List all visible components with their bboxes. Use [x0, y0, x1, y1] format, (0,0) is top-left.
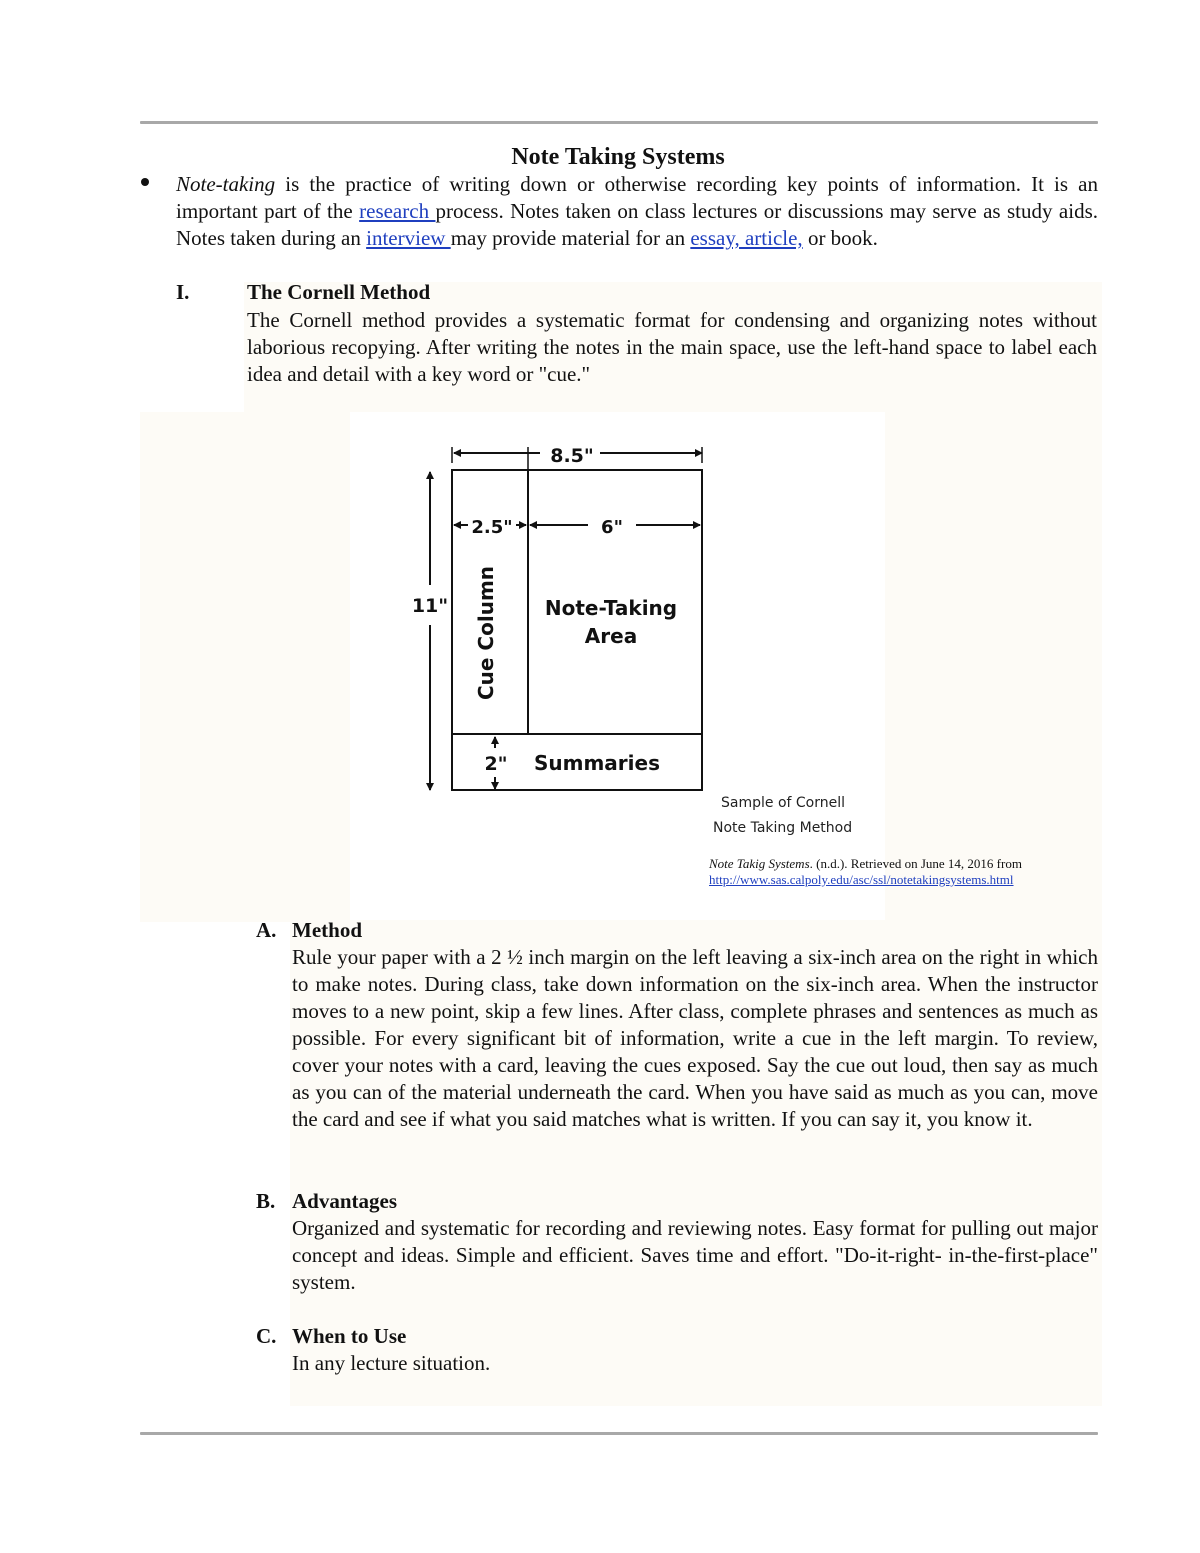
source-text: . (n.d.). Retrieved on June 14, 2016 from	[809, 856, 1022, 871]
cue-width-label: 2.5"	[471, 517, 513, 538]
section-1-body: The Cornell method provides a systematic format for condensing and organizing notes without laborious recopying. After writing the notes in the main space, use the left-hand space to label each idea and detail with a key word or "cue."	[247, 308, 1097, 386]
summaries-label: Summaries	[533, 751, 661, 775]
intro-text-1: is the practice of writing down or otherwise recording key points of information. It is an important part of the	[176, 172, 1098, 223]
notes-area-label-line2: Area	[584, 624, 638, 648]
essay-article-link[interactable]: essay, article,	[690, 226, 803, 250]
subsection-b-letter: B.	[256, 1189, 276, 1213]
interview-link[interactable]: interview	[366, 226, 451, 250]
width-label: 8.5"	[550, 445, 594, 467]
diagram-caption-line2: Note Taking Method	[713, 820, 853, 836]
source-title: Note Takig Systems	[709, 856, 810, 871]
cue-column-label: Cue Column	[474, 565, 498, 701]
cornell-diagram	[400, 435, 730, 805]
section-1-heading: The Cornell Method	[247, 280, 431, 304]
source-url-link[interactable]: http://www.sas.calpoly.edu/asc/ssl/notetakingsystems.html	[709, 872, 1014, 887]
subsection-c-body: In any lecture situation.	[292, 1351, 491, 1375]
notes-width-label: 6"	[601, 517, 623, 538]
subsection-c-letter: C.	[256, 1324, 277, 1348]
intro-text-3: may provide material for an	[450, 226, 691, 250]
subsection-a-body: Rule your paper with a 2 ½ inch margin on the left leaving a six-inch area on the right in which to make notes. During class, take down information on the six-inch area. When the instructor moves to a new point, skip a few lines. After class, complete phrases and sentences as much as possible. For every significant bit of information, write a cue in the left margin. To review, cover your notes with a card, leaving the cues exposed. Say the cue out loud, then say as much as you can of the material underneath the card. When you have said as much as you can, move the card and see if what you said matches what is written. If you can say it, you know it.	[292, 945, 1098, 1131]
diagram-caption-line1: Sample of Cornell	[721, 795, 846, 811]
page-title: Note Taking Systems	[511, 144, 725, 170]
research-link[interactable]: research	[359, 199, 436, 223]
subsection-c-heading: When to Use	[292, 1324, 407, 1348]
subsection-a-letter: A.	[256, 918, 277, 942]
bottom-rule	[140, 1432, 1098, 1435]
top-rule	[140, 121, 1098, 124]
diagram-source-citation	[709, 856, 1079, 888]
notes-area-label-line1: Note-Taking	[544, 596, 678, 620]
intro-text-4: or book.	[802, 226, 878, 250]
section-1-numeral: I.	[176, 280, 190, 304]
subsection-a-heading: Method	[292, 918, 362, 942]
subsection-b-body: Organized and systematic for recording and reviewing notes. Easy format for pulling out major concept and ideas. Simple and efficient. Saves time and effort. "Do-it-right- in-the-first-place" system.	[292, 1216, 1098, 1294]
intro-term: Note-taking	[176, 172, 276, 196]
intro-text-2: process. Notes taken on class lectures or discussions may serve as study aids. Notes taken during an	[176, 199, 1098, 250]
height-label: 11"	[411, 595, 449, 617]
summary-height-label: 2"	[484, 753, 508, 775]
subsection-b-heading: Advantages	[292, 1189, 398, 1213]
intro-paragraph	[176, 171, 1098, 252]
bullet-dot	[141, 178, 149, 186]
